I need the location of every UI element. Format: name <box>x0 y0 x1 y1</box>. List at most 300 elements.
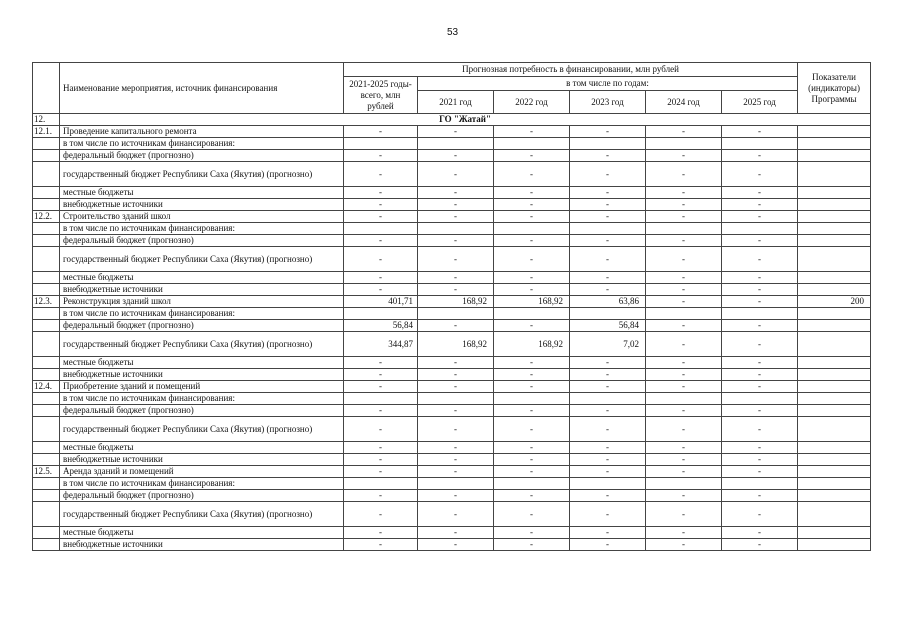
section-number: 12. <box>33 114 60 126</box>
header-name-col: Наименование мероприятия, источник финансирования <box>60 63 344 114</box>
row-year-value: - <box>722 235 798 247</box>
row-total-value: 344,87 <box>344 332 418 357</box>
row-year-value: - <box>646 369 722 381</box>
row-year-value: - <box>418 187 494 199</box>
table-row <box>33 150 871 162</box>
row-year-value <box>494 393 570 405</box>
row-year-value: - <box>494 320 570 332</box>
row-total-value: - <box>344 126 418 138</box>
row-number: 12.1. <box>33 126 60 138</box>
row-year-value: - <box>418 417 494 442</box>
row-number <box>33 527 60 539</box>
row-year-value <box>494 478 570 490</box>
row-year-value: - <box>722 284 798 296</box>
row-indicator <box>798 478 871 490</box>
row-number <box>33 199 60 211</box>
row-name: в том числе по источникам финансирования: <box>60 138 344 150</box>
row-year-value <box>722 138 798 150</box>
row-year-value: - <box>494 162 570 187</box>
row-year-value: - <box>646 357 722 369</box>
row-name: внебюджетные источники <box>60 284 344 296</box>
row-year-value: 168,92 <box>418 332 494 357</box>
row-name: Реконструкция зданий школ <box>60 296 344 308</box>
row-year-value: - <box>418 490 494 502</box>
table-row <box>33 126 871 138</box>
row-year-value: - <box>646 284 722 296</box>
row-indicator <box>798 405 871 417</box>
row-year-value: - <box>570 247 646 272</box>
row-year-value <box>646 393 722 405</box>
row-year-value: - <box>646 187 722 199</box>
row-year-value: - <box>722 502 798 527</box>
row-year-value: - <box>570 454 646 466</box>
row-year-value: - <box>418 369 494 381</box>
row-year-value: - <box>570 126 646 138</box>
row-year-value <box>646 223 722 235</box>
row-year-value: - <box>570 417 646 442</box>
row-name: государственный бюджет Республики Саха (Якутия) (прогнозно) <box>60 162 344 187</box>
row-total-value: - <box>344 272 418 284</box>
row-indicator <box>798 223 871 235</box>
row-year-value: - <box>570 490 646 502</box>
row-indicator <box>798 490 871 502</box>
row-year-value: - <box>646 502 722 527</box>
row-name: Проведение капитального ремонта <box>60 126 344 138</box>
row-indicator <box>798 466 871 478</box>
row-number <box>33 320 60 332</box>
row-name: внебюджетные источники <box>60 539 344 551</box>
row-year-value: - <box>722 247 798 272</box>
table-row <box>33 539 871 551</box>
row-year-value: - <box>570 187 646 199</box>
row-year-value: - <box>418 442 494 454</box>
table-row <box>33 223 871 235</box>
header-year-2023: 2023 год <box>570 91 646 114</box>
row-year-value <box>722 393 798 405</box>
row-year-value <box>570 308 646 320</box>
row-year-value: - <box>722 539 798 551</box>
table-header <box>33 63 871 114</box>
row-year-value: - <box>722 381 798 393</box>
row-year-value: - <box>646 490 722 502</box>
table-row <box>33 393 871 405</box>
row-year-value: - <box>418 247 494 272</box>
row-year-value <box>722 478 798 490</box>
row-year-value: - <box>494 187 570 199</box>
header-by-years: в том числе по годам: <box>418 77 798 91</box>
row-number <box>33 235 60 247</box>
row-year-value: - <box>646 247 722 272</box>
row-year-value: - <box>494 284 570 296</box>
row-year-value: - <box>494 466 570 478</box>
row-year-value <box>494 138 570 150</box>
table-row <box>33 454 871 466</box>
row-year-value <box>494 308 570 320</box>
row-year-value: - <box>494 442 570 454</box>
row-year-value: - <box>646 296 722 308</box>
row-name: внебюджетные источники <box>60 199 344 211</box>
row-year-value: - <box>494 381 570 393</box>
row-year-value: 168,92 <box>494 296 570 308</box>
row-total-value: - <box>344 162 418 187</box>
row-indicator <box>798 369 871 381</box>
row-year-value: - <box>418 126 494 138</box>
row-year-value: - <box>494 199 570 211</box>
row-year-value: - <box>570 442 646 454</box>
row-total-value: 401,71 <box>344 296 418 308</box>
header-num-cell <box>33 63 60 114</box>
table-row <box>33 320 871 332</box>
row-name: в том числе по источникам финансирования: <box>60 393 344 405</box>
row-indicator <box>798 199 871 211</box>
table-row <box>33 187 871 199</box>
row-year-value: - <box>646 539 722 551</box>
table-row <box>33 211 871 223</box>
table-row <box>33 417 871 442</box>
row-indicator <box>798 187 871 199</box>
row-year-value: - <box>570 162 646 187</box>
row-year-value: 168,92 <box>494 332 570 357</box>
header-year-2022: 2022 год <box>494 91 570 114</box>
row-total-value: - <box>344 369 418 381</box>
row-name: местные бюджеты <box>60 187 344 199</box>
row-year-value: - <box>418 502 494 527</box>
row-number <box>33 478 60 490</box>
row-year-value: - <box>418 284 494 296</box>
header-total: 2021-2025 годы- всего, млн рублей <box>344 77 418 114</box>
row-year-value: - <box>570 502 646 527</box>
row-year-value <box>418 138 494 150</box>
row-indicator <box>798 417 871 442</box>
row-year-value: 7,02 <box>570 332 646 357</box>
row-number: 12.4. <box>33 381 60 393</box>
row-year-value <box>418 393 494 405</box>
table-row <box>33 490 871 502</box>
row-indicator <box>798 126 871 138</box>
row-year-value: - <box>418 405 494 417</box>
row-year-value: - <box>570 381 646 393</box>
row-number <box>33 539 60 551</box>
row-year-value <box>570 393 646 405</box>
row-year-value: - <box>418 466 494 478</box>
row-indicator <box>798 527 871 539</box>
row-name: государственный бюджет Республики Саха (Якутия) (прогнозно) <box>60 417 344 442</box>
row-indicator <box>798 332 871 357</box>
row-year-value: - <box>646 199 722 211</box>
row-number <box>33 405 60 417</box>
row-year-value: - <box>722 332 798 357</box>
row-year-value: - <box>722 405 798 417</box>
row-year-value: - <box>494 405 570 417</box>
row-indicator <box>798 442 871 454</box>
row-year-value: - <box>418 320 494 332</box>
row-year-value: - <box>646 466 722 478</box>
row-total-value <box>344 138 418 150</box>
row-name: местные бюджеты <box>60 442 344 454</box>
row-year-value: - <box>494 211 570 223</box>
section-row <box>33 114 871 126</box>
row-indicator <box>798 150 871 162</box>
row-indicator <box>798 357 871 369</box>
row-year-value: 56,84 <box>570 320 646 332</box>
row-name: Аренда зданий и помещений <box>60 466 344 478</box>
row-year-value: - <box>494 272 570 284</box>
row-year-value: - <box>646 272 722 284</box>
table-row <box>33 247 871 272</box>
row-year-value: - <box>494 527 570 539</box>
row-name: в том числе по источникам финансирования: <box>60 308 344 320</box>
row-name: внебюджетные источники <box>60 454 344 466</box>
row-indicator <box>798 308 871 320</box>
row-year-value: - <box>722 162 798 187</box>
table-row <box>33 369 871 381</box>
row-indicator <box>798 211 871 223</box>
row-indicator <box>798 393 871 405</box>
row-total-value: - <box>344 417 418 442</box>
row-year-value <box>418 308 494 320</box>
row-number <box>33 187 60 199</box>
row-year-value: - <box>722 150 798 162</box>
row-number: 12.3. <box>33 296 60 308</box>
row-year-value: - <box>570 272 646 284</box>
row-year-value: 168,92 <box>418 296 494 308</box>
table-row <box>33 272 871 284</box>
row-year-value: - <box>646 162 722 187</box>
row-year-value: - <box>570 369 646 381</box>
table-row <box>33 466 871 478</box>
row-year-value: - <box>418 539 494 551</box>
row-indicator <box>798 284 871 296</box>
table-row <box>33 442 871 454</box>
row-year-value <box>570 478 646 490</box>
row-year-value <box>494 223 570 235</box>
row-name: федеральный бюджет (прогнозно) <box>60 405 344 417</box>
row-year-value: - <box>494 502 570 527</box>
row-total-value: - <box>344 454 418 466</box>
row-year-value: - <box>494 150 570 162</box>
row-year-value: - <box>646 211 722 223</box>
row-year-value: - <box>722 199 798 211</box>
row-year-value: - <box>570 150 646 162</box>
row-number <box>33 393 60 405</box>
row-year-value <box>570 138 646 150</box>
row-number <box>33 417 60 442</box>
table-row <box>33 296 871 308</box>
row-number <box>33 150 60 162</box>
row-number <box>33 490 60 502</box>
table-row <box>33 357 871 369</box>
row-indicator <box>798 502 871 527</box>
row-total-value: - <box>344 405 418 417</box>
table-row <box>33 527 871 539</box>
row-year-value: - <box>418 211 494 223</box>
row-number <box>33 284 60 296</box>
row-name: в том числе по источникам финансирования: <box>60 478 344 490</box>
row-name: местные бюджеты <box>60 357 344 369</box>
row-year-value: - <box>722 527 798 539</box>
table-body <box>33 114 871 551</box>
row-year-value: - <box>646 381 722 393</box>
row-total-value: - <box>344 187 418 199</box>
table-row <box>33 235 871 247</box>
row-total-value: - <box>344 466 418 478</box>
row-total-value: - <box>344 490 418 502</box>
row-name: федеральный бюджет (прогнозно) <box>60 235 344 247</box>
row-year-value: - <box>418 527 494 539</box>
row-indicator <box>798 381 871 393</box>
row-total-value: - <box>344 357 418 369</box>
table-row <box>33 199 871 211</box>
row-total-value: - <box>344 502 418 527</box>
row-year-value: - <box>646 442 722 454</box>
row-year-value: - <box>570 357 646 369</box>
table-row <box>33 478 871 490</box>
row-year-value: - <box>722 272 798 284</box>
header-year-2024: 2024 год <box>646 91 722 114</box>
table-row <box>33 405 871 417</box>
row-name: федеральный бюджет (прогнозно) <box>60 320 344 332</box>
table-row <box>33 332 871 357</box>
row-total-value: - <box>344 150 418 162</box>
row-total-value: 56,84 <box>344 320 418 332</box>
row-year-value: - <box>722 417 798 442</box>
row-year-value: - <box>646 405 722 417</box>
row-year-value: - <box>722 442 798 454</box>
table-row <box>33 381 871 393</box>
row-year-value: - <box>646 527 722 539</box>
row-year-value: - <box>646 126 722 138</box>
row-number: 12.2. <box>33 211 60 223</box>
row-year-value: - <box>646 320 722 332</box>
row-year-value <box>722 223 798 235</box>
row-year-value: - <box>494 369 570 381</box>
row-name: Строительство зданий школ <box>60 211 344 223</box>
row-year-value <box>646 478 722 490</box>
row-total-value: - <box>344 199 418 211</box>
row-year-value: - <box>646 150 722 162</box>
table-row <box>33 308 871 320</box>
row-indicator <box>798 138 871 150</box>
row-indicator <box>798 162 871 187</box>
row-year-value: - <box>570 235 646 247</box>
row-total-value <box>344 308 418 320</box>
row-year-value: - <box>722 490 798 502</box>
table-row <box>33 284 871 296</box>
row-year-value: - <box>570 199 646 211</box>
row-name: местные бюджеты <box>60 527 344 539</box>
row-year-value: - <box>494 235 570 247</box>
row-total-value: - <box>344 539 418 551</box>
row-year-value: - <box>722 454 798 466</box>
row-year-value: - <box>722 320 798 332</box>
row-year-value: - <box>646 454 722 466</box>
row-total-value: - <box>344 284 418 296</box>
row-indicator <box>798 247 871 272</box>
row-year-value: - <box>418 235 494 247</box>
row-year-value: - <box>418 150 494 162</box>
row-total-value: - <box>344 527 418 539</box>
row-year-value: - <box>494 247 570 272</box>
row-year-value: - <box>570 405 646 417</box>
row-indicator <box>798 235 871 247</box>
row-year-value: - <box>494 539 570 551</box>
row-year-value <box>418 223 494 235</box>
row-total-value: - <box>344 247 418 272</box>
row-year-value: - <box>570 466 646 478</box>
row-total-value: - <box>344 235 418 247</box>
row-year-value: - <box>722 296 798 308</box>
row-year-value: - <box>418 162 494 187</box>
row-number <box>33 162 60 187</box>
row-indicator <box>798 272 871 284</box>
row-total-value <box>344 478 418 490</box>
row-total-value: - <box>344 442 418 454</box>
row-year-value: - <box>722 357 798 369</box>
row-year-value: - <box>646 332 722 357</box>
row-total-value <box>344 393 418 405</box>
table-row <box>33 502 871 527</box>
row-number <box>33 454 60 466</box>
row-number <box>33 442 60 454</box>
row-year-value <box>646 308 722 320</box>
row-year-value: - <box>418 381 494 393</box>
row-name: государственный бюджет Республики Саха (Якутия) (прогнозно) <box>60 502 344 527</box>
header-year-2021: 2021 год <box>418 91 494 114</box>
row-year-value <box>646 138 722 150</box>
row-total-value: - <box>344 381 418 393</box>
row-year-value: - <box>722 466 798 478</box>
row-year-value: - <box>722 126 798 138</box>
row-name: государственный бюджет Республики Саха (Якутия) (прогнозно) <box>60 247 344 272</box>
row-number: 12.5. <box>33 466 60 478</box>
header-year-2025: 2025 год <box>722 91 798 114</box>
header-indicators: Показатели (индикаторы) Программы <box>798 63 871 114</box>
row-year-value: - <box>722 211 798 223</box>
row-year-value: - <box>418 272 494 284</box>
row-year-value: - <box>494 357 570 369</box>
row-name: внебюджетные источники <box>60 369 344 381</box>
row-indicator <box>798 320 871 332</box>
row-name: Приобретение зданий и помещений <box>60 381 344 393</box>
row-year-value: - <box>418 199 494 211</box>
row-year-value: - <box>570 284 646 296</box>
row-name: федеральный бюджет (прогнозно) <box>60 490 344 502</box>
row-year-value: - <box>494 490 570 502</box>
row-year-value: - <box>646 417 722 442</box>
table-row <box>33 162 871 187</box>
row-year-value: - <box>418 454 494 466</box>
row-number <box>33 502 60 527</box>
row-name: федеральный бюджет (прогнозно) <box>60 150 344 162</box>
row-year-value: - <box>570 539 646 551</box>
header-forecast: Прогнозная потребность в финансировании, млн рублей <box>344 63 798 77</box>
row-year-value: - <box>646 235 722 247</box>
row-number <box>33 357 60 369</box>
row-number <box>33 332 60 357</box>
page-number: 53 <box>446 27 459 38</box>
row-name: государственный бюджет Республики Саха (Якутия) (прогнозно) <box>60 332 344 357</box>
row-year-value: - <box>494 417 570 442</box>
row-year-value: - <box>570 211 646 223</box>
row-year-value: - <box>494 454 570 466</box>
row-name: местные бюджеты <box>60 272 344 284</box>
row-year-value: - <box>722 369 798 381</box>
table-row <box>33 138 871 150</box>
section-title: ГО "Жатай" <box>60 114 871 126</box>
row-number <box>33 138 60 150</box>
row-total-value <box>344 223 418 235</box>
row-year-value: - <box>418 357 494 369</box>
